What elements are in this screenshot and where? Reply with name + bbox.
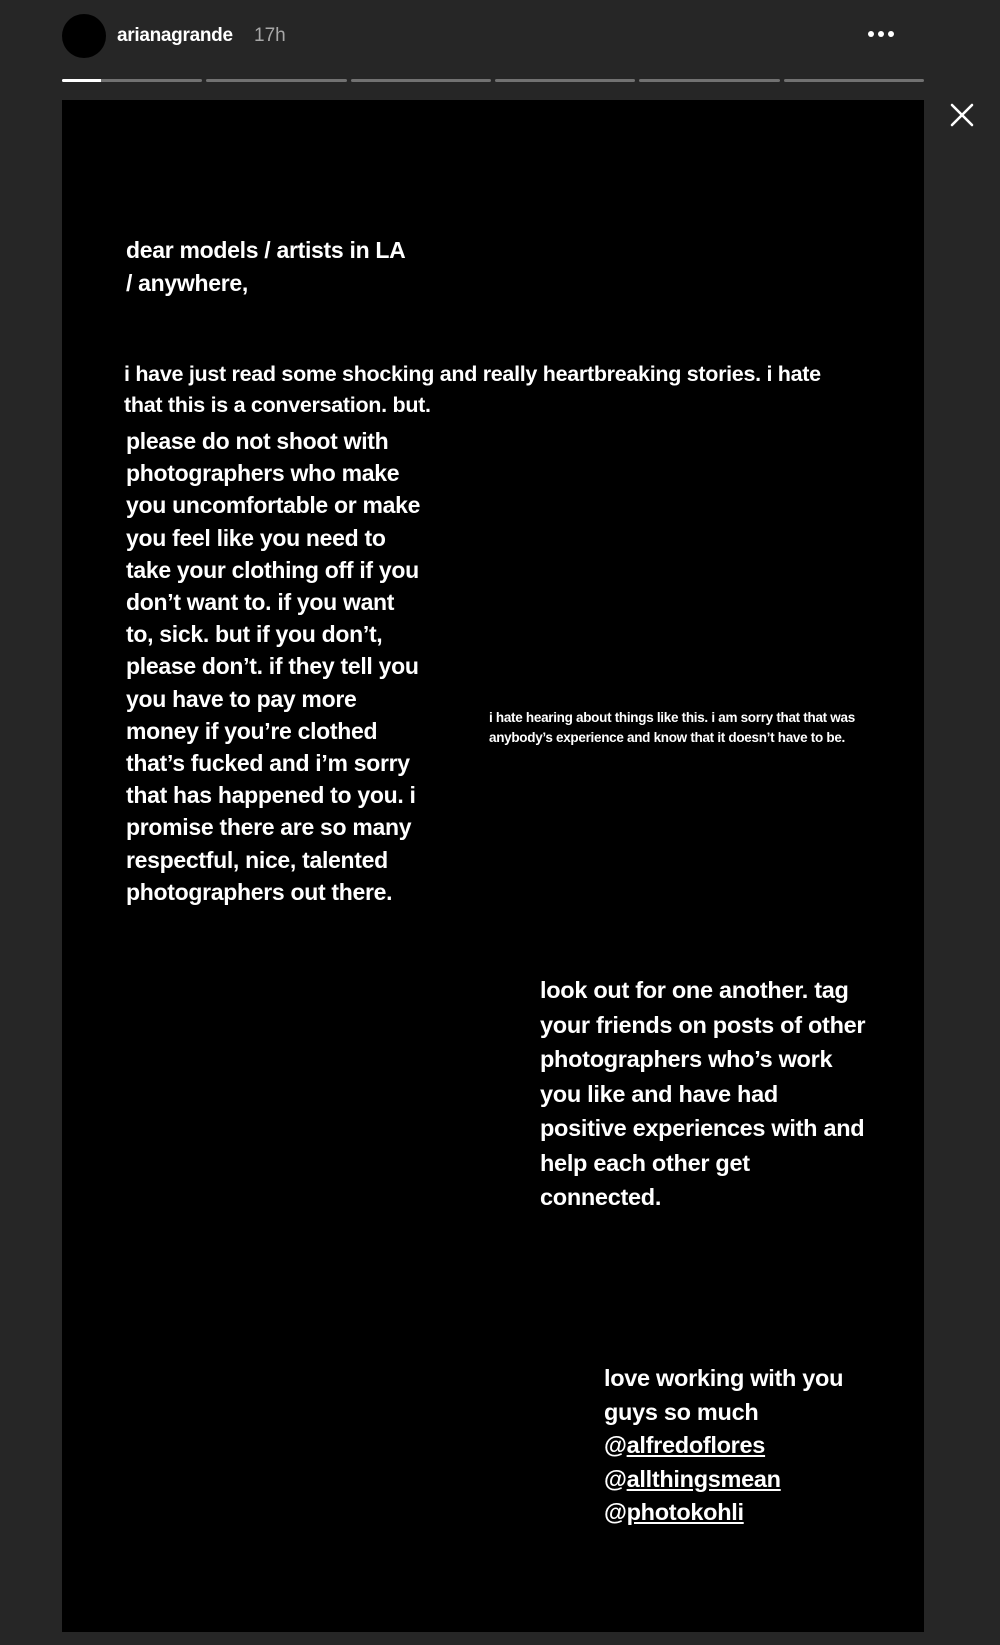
avatar[interactable] [62, 14, 106, 58]
mention-link[interactable]: @allthingsmean [604, 1465, 781, 1492]
plea-text: please do not shoot with photographers who make you uncomfortable or make you feel like you need to take your clothing off if you don’t want to. if you want to, sick. but if you don’t, please don’t. if they tell you you have to pay more money if you’re clothed that’s fucked and i’m sorry that has happened to you. i promise there are so many respectful, nice, talented photographers out there. [126, 428, 421, 905]
sorry-note-text: i hate hearing about things like this. i am sorry that that was anybody’s experience and know that it doesn’t have to be. [489, 710, 855, 745]
post-time: 17h [254, 25, 286, 46]
closing-block [604, 1362, 884, 1530]
mention-link[interactable]: @alfredoflores [604, 1432, 766, 1458]
progress-segment [351, 79, 491, 82]
love-text: love working with you guys so much [604, 1365, 844, 1425]
progress-segment [62, 79, 202, 82]
progress-segment [495, 79, 635, 82]
greeting-text: dear models / artists in LA / anywhere, [126, 237, 405, 296]
mention-link[interactable]: @photokohli [604, 1499, 744, 1525]
story-header [62, 14, 920, 58]
progress-segment [784, 79, 924, 82]
progress-segment [206, 79, 346, 82]
username[interactable]: arianagrande [117, 25, 233, 46]
story-frame[interactable] [62, 100, 924, 1632]
intro-text: i have just read some shocking and really heartbreaking stories. i hate that this is a conversation. but. [124, 362, 821, 417]
lookout-text: look out for one another. tag your friends on posts of other photographers who’s work you like and have had positive experiences with and help each other get connected. [540, 977, 866, 1210]
close-icon[interactable] [949, 102, 975, 128]
progress-segment [639, 79, 779, 82]
progress-fill [62, 79, 101, 82]
more-dots-icon[interactable] [866, 24, 900, 44]
story-progress-bar [62, 79, 924, 82]
